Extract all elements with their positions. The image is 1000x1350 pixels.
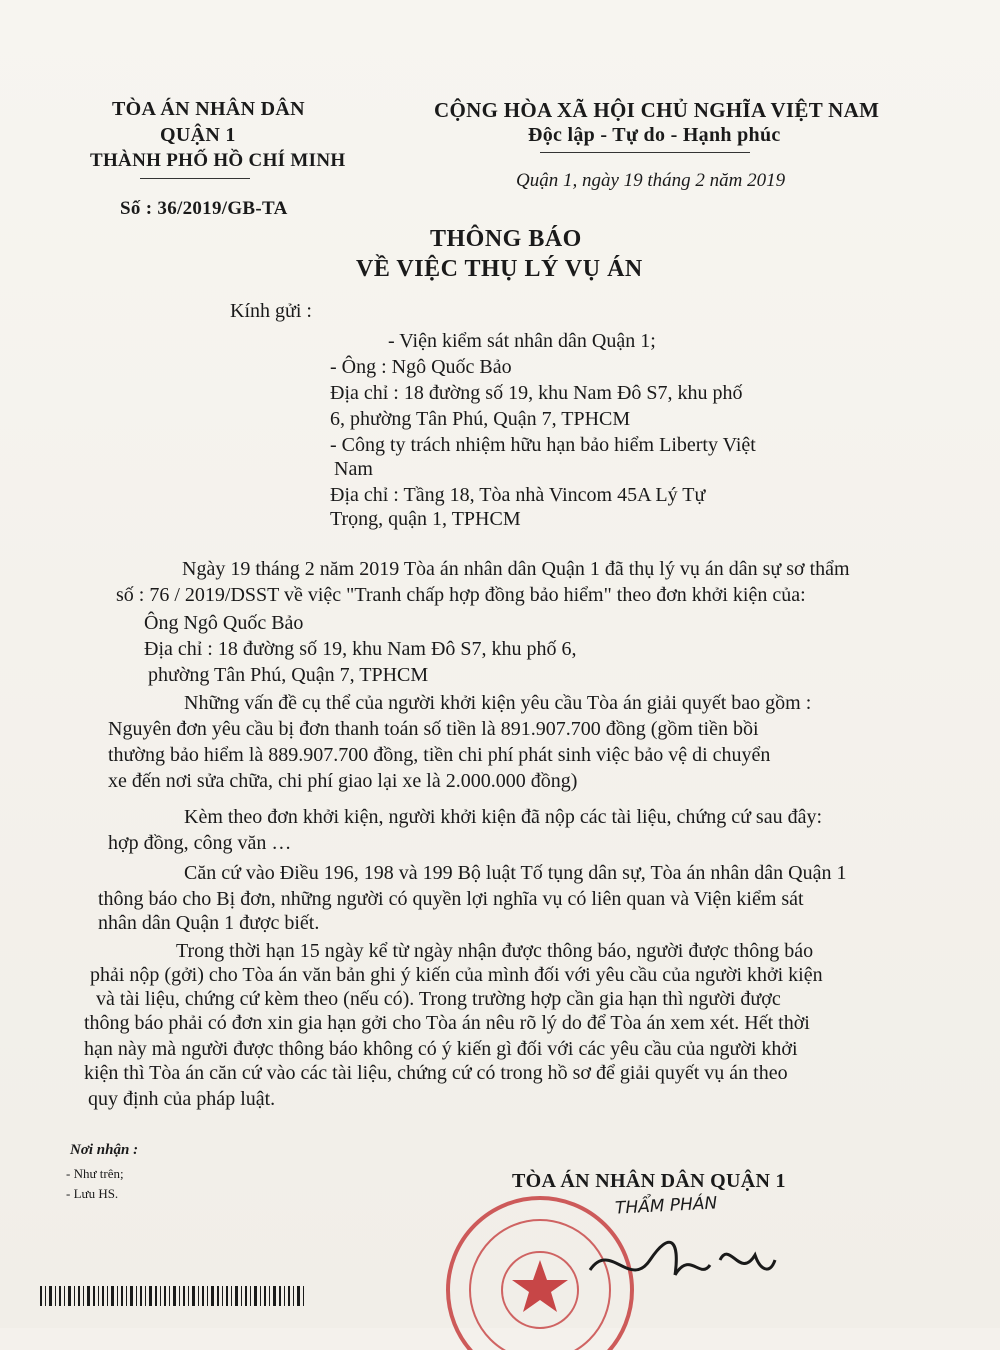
recipient-3-address-1: Địa chỉ : Tầng 18, Tòa nhà Vincom 45A Lý Tự [330, 484, 706, 506]
p1-line3: Ông Ngô Quốc Bảo [144, 612, 304, 634]
barcode-strip [40, 1286, 340, 1306]
republic-motto: Độc lập - Tự do - Hạnh phúc [528, 124, 781, 146]
recipient-1: - Viện kiểm sát nhân dân Quận 1; [388, 330, 656, 352]
recipient-2-address-2: 6, phường Tân Phú, Quận 7, TPHCM [330, 408, 631, 430]
p5-line2: phải nộp (gởi) cho Tòa án văn bản ghi ý kiến của mình đối với yêu cầu của người khởi kiện [90, 964, 823, 986]
handwritten-signature [580, 1220, 780, 1300]
p5-line6: kiện thì Tòa án căn cứ vào các tài liệu, chứng cứ có trong hồ sơ để giải quyết vụ án theo [84, 1062, 788, 1084]
title-line1: THÔNG BÁO [430, 226, 582, 252]
recipient-2: - Ông : Ngô Quốc Bảo [330, 356, 512, 378]
p1-line1: Ngày 19 tháng 2 năm 2019 Tòa án nhân dân Quận 1 đã thụ lý vụ án dân sự sơ thẩm [182, 558, 850, 580]
p3-line1: Kèm theo đơn khởi kiện, người khởi kiện đã nộp các tài liệu, chứng cứ sau đây: [184, 806, 823, 828]
p5-line1: Trong thời hạn 15 ngày kể từ ngày nhận được thông báo, người được thông báo [176, 940, 814, 962]
p1-line5: phường Tân Phú, Quận 7, TPHCM [148, 664, 429, 686]
court-name-line2: QUẬN 1 [160, 124, 236, 146]
recipient-3-line1: - Công ty trách nhiệm hữu hạn bảo hiểm Liberty Việt [330, 434, 756, 456]
court-name-line3: THÀNH PHỐ HỒ CHÍ MINH [90, 150, 346, 171]
title-line2: VỀ VIỆC THỤ LÝ VỤ ÁN [356, 256, 643, 282]
document-date: Quận 1, ngày 19 tháng 2 năm 2019 [516, 170, 786, 191]
recipient-3-address-2: Trọng, quận 1, TPHCM [330, 508, 521, 530]
p5-line4: thông báo phải có đơn xin gia hạn gởi cho Tòa án nêu rõ lý do để Tòa án xem xét. Hết thời [84, 1012, 810, 1034]
p4-line1: Căn cứ vào Điều 196, 198 và 199 Bộ luật Tố tụng dân sự, Tòa án nhân dân Quận 1 [184, 862, 847, 884]
signer-title: THẨM PHÁN [614, 1193, 718, 1219]
receiver-2: - Lưu HS. [66, 1186, 119, 1201]
receiver-1: - Như trên; [66, 1166, 124, 1181]
recipient-2-address-1: Địa chỉ : 18 đường số 19, khu Nam Đô S7, khu phố [330, 382, 743, 404]
p2-line3: thường bảo hiểm là 889.907.700 đồng, tiền chi phí phát sinh việc bảo vệ di chuyển [108, 744, 771, 766]
signer-organization: TÒA ÁN NHÂN DÂN QUẬN 1 [512, 1170, 786, 1192]
recipient-3-line2: Nam [334, 458, 373, 480]
court-name-line1: TÒA ÁN NHÂN DÂN [112, 98, 305, 120]
p4-line2: thông báo cho Bị đơn, những người có quyền lợi nghĩa vụ có liên quan và Viện kiểm sát [98, 888, 804, 910]
p2-line1: Những vấn đề cụ thể của người khởi kiện yêu cầu Tòa án giải quyết bao gồm : [184, 692, 812, 714]
p2-line4: xe đến nơi sửa chữa, chi phí giao lại xe là 2.000.000 đồng) [108, 770, 578, 792]
p1-line4: Địa chỉ : 18 đường số 19, khu Nam Đô S7, khu phố 6, [144, 638, 577, 660]
republic-title: CỘNG HÒA XÃ HỘI CHỦ NGHĨA VIỆT NAM [434, 98, 880, 122]
document-number: Số : 36/2019/GB-TA [120, 198, 288, 219]
header-underline-left [140, 178, 250, 179]
p5-line3: và tài liệu, chứng cứ kèm theo (nếu có). Trong trường hợp cần gia hạn thì người được [96, 988, 781, 1010]
p5-line7: quy định của pháp luật. [88, 1088, 276, 1110]
p3-line2: hợp đồng, công văn … [108, 832, 292, 854]
header-underline-right [540, 152, 750, 153]
p2-line2: Nguyên đơn yêu cầu bị đơn thanh toán số tiền là 891.907.700 đồng (gồm tiền bồi [108, 718, 759, 740]
p4-line3: nhân dân Quận 1 được biết. [98, 912, 320, 934]
p1-line2: số : 76 / 2019/DSST về việc "Tranh chấp hợp đồng bảo hiểm" theo đơn khởi kiện của: [116, 584, 806, 606]
p5-line5: hạn này mà người được thông báo không có ý kiến gì đối với các yêu cầu của người khởi [84, 1038, 798, 1060]
receivers-title: Nơi nhận : [70, 1142, 139, 1158]
greeting: Kính gửi : [230, 300, 312, 322]
